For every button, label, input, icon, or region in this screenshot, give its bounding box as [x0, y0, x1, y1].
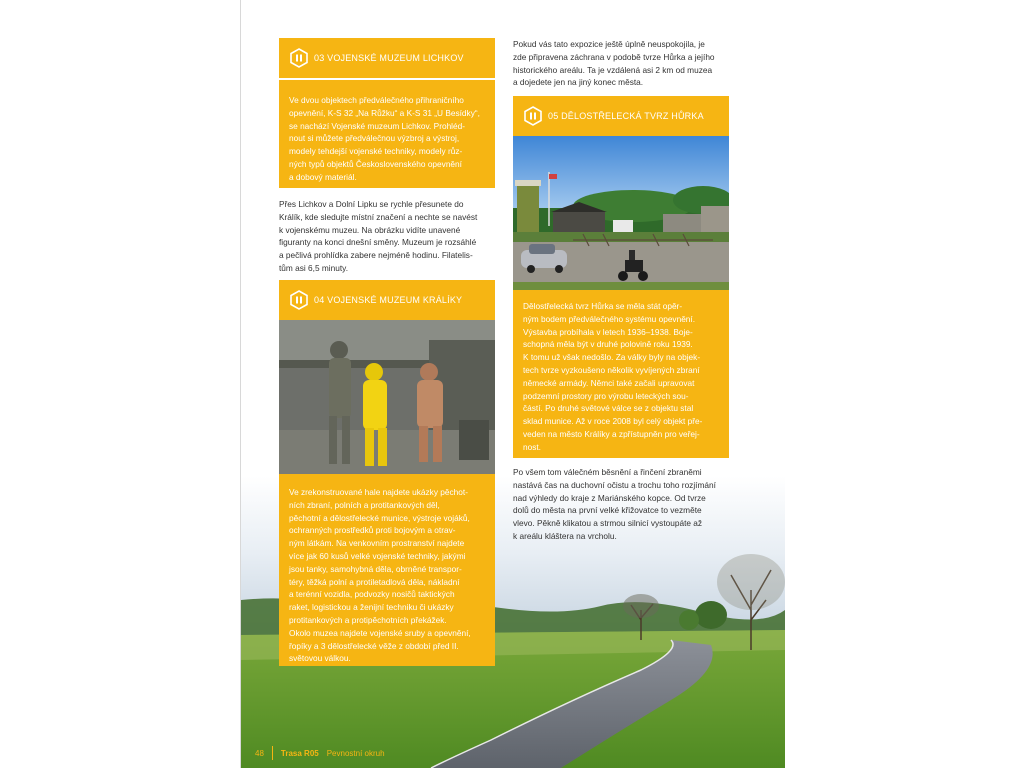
section-title: 04 VOJENSKÉ MUZEUM KRÁLÍKY	[314, 295, 463, 305]
section-header-lichkov	[279, 38, 495, 78]
page-number: 48	[255, 748, 264, 758]
text-line: nad výhledy do kraje z Mariánského kopce. Od tvrze	[513, 492, 706, 503]
text-line: figuranty na konci dnešní směny. Muzeum je rozsáhlé	[279, 237, 477, 248]
text-line: více jak 60 kusů velké vojenské techniky, jakými	[289, 550, 466, 561]
footer-divider	[272, 746, 273, 760]
text-line: k vojenskému muzeu. Na obrázku vidíte unavené	[279, 224, 461, 235]
text-line: Výstavba probíhala v letech 1936–1938. Boje-	[523, 326, 693, 337]
text-line: a pečlivá prohlídka zabere nejméně hodinu. Filatelis-	[279, 250, 473, 261]
text-line: Ve zrekonstruované hale najdete ukázky pěchot-	[289, 487, 468, 497]
body-paragraph-3	[513, 466, 729, 543]
section-header-kraliky	[279, 280, 495, 320]
text-line: Ve dvou objektech předválečného přihraničního	[289, 95, 464, 105]
text-line: raket, logistickou a ženijní techniku či ukázky	[289, 602, 454, 613]
text-line: k areálu kláštera na vrcholu.	[513, 530, 617, 541]
text-line: nout si můžete předválečnou výzbroj a výstroj,	[289, 133, 460, 144]
text-line: K tomu už však nedošlo. Za války byly na objek-	[523, 352, 701, 363]
section-header-hurka	[513, 96, 729, 136]
brochure-page	[240, 0, 785, 768]
text-line: se nachází Vojenské muzeum Lichkov. Prohléd-	[289, 120, 466, 131]
text-line: světovou válkou.	[289, 653, 351, 664]
text-line: pěchotní a dělostřelecké munice, výstroje vojáků,	[289, 512, 470, 523]
text-line: Králík, kde sledujte místní značení a nechte se navést	[279, 211, 478, 222]
pause-circle-icon	[523, 106, 543, 126]
text-line: ným bodem předválečného systému opevnění.	[523, 313, 696, 324]
text-line: Přes Lichkov a Dolní Lipku se rychle přesunete do	[279, 199, 464, 209]
section-title: 03 VOJENSKÉ MUZEUM LICHKOV	[314, 53, 464, 63]
info-box-lichkov	[279, 80, 495, 188]
route-name: Pevnostní okruh	[326, 748, 385, 758]
text-line: nost.	[523, 441, 541, 452]
text-line: ochranných prostředků proti bojovým a otrav-	[289, 525, 456, 536]
route-label: Trasa R05	[280, 748, 319, 758]
info-box-hurka	[513, 290, 729, 458]
text-line: modely tehdejší vojenské techniky, modely růz-	[289, 146, 463, 157]
text-line: ních zbraní, polních a protitankových děl,	[289, 499, 440, 510]
text-line: a terénní vozidla, podvozky nosičů taktických	[289, 589, 455, 600]
text-line: Dělostřelecká tvrz Hůrka se měla stát opěr-	[523, 301, 683, 311]
text-line: protitankových a protipěchotních překážek.	[289, 614, 447, 625]
text-line: a dobový materiál.	[289, 171, 357, 182]
text-line: tům asi 6,5 minuty.	[279, 262, 349, 273]
text-line: a dojedete jen na jiný konec města.	[513, 77, 644, 88]
text-line: historického areálu. Ta je vzdálená asi 2 km od muzea	[513, 64, 713, 75]
fortress-hurka-photo	[513, 136, 729, 290]
info-box-kraliky	[279, 474, 495, 666]
text-line: schopná měla být v druhé polovině roku 1939.	[523, 339, 693, 350]
text-line: sklad munice. Až v roce 2008 byl celý objekt pře-	[523, 416, 703, 427]
text-line: opevnění, K-S 32 „Na Růžku“ a K-S 31 „U Besídky“,	[289, 107, 480, 118]
page-footer	[255, 746, 385, 760]
text-line: téry, těžká polní a protiletadlová děla, nákladní	[289, 576, 460, 587]
text-line: ným látkám. Na venkovním prostranství najdete	[289, 538, 465, 549]
body-paragraph-1	[279, 198, 495, 275]
text-line: podzemní prostory pro výrobu leteckých sou-	[523, 390, 689, 401]
section-title: 05 DĚLOSTŘELECKÁ TVRZ HŮRKA	[548, 111, 704, 121]
text-line: německé armády. Němci také začali upravovat	[523, 377, 695, 388]
museum-hall-photo	[279, 320, 495, 474]
text-line: Pokud vás tato expozice ještě úplně neuspokojila, je	[513, 39, 705, 49]
text-line: nastává čas na duchovní očistu a trochu toho rozjímání	[513, 479, 716, 490]
text-line: jsou tanky, samohybná děla, obrněné transpor-	[289, 563, 462, 574]
text-line: řopíky a 3 dělostřelecké věže z období před II.	[289, 640, 459, 651]
text-line: ných typů objektů Československého opevnění	[289, 158, 462, 169]
text-line: vlevo. Pěkně klikatou a strmou silnicí vystoupáte až	[513, 518, 703, 529]
body-paragraph-2	[513, 38, 729, 89]
text-line: Po všem tom válečném běsnění a řinčení zbraněmi	[513, 467, 702, 477]
text-line: zde připravena záchrana v podobě tvrze Hůrka a jejího	[513, 51, 715, 62]
text-line: veden na město Králíky a zpřístupněn pro veřej-	[523, 428, 700, 439]
text-line: dolů do města na první velké křižovatce to vezměte	[513, 505, 702, 516]
pause-circle-icon	[289, 48, 309, 68]
text-line: tech tvrze vyzkoušeno několik vyvíjených zbraní	[523, 364, 700, 375]
text-line: Okolo muzea najdete vojenské sruby a opevnění,	[289, 627, 471, 638]
text-line: částí. Po druhé světové válce se z objektu stal	[523, 403, 694, 414]
pause-circle-icon	[289, 290, 309, 310]
